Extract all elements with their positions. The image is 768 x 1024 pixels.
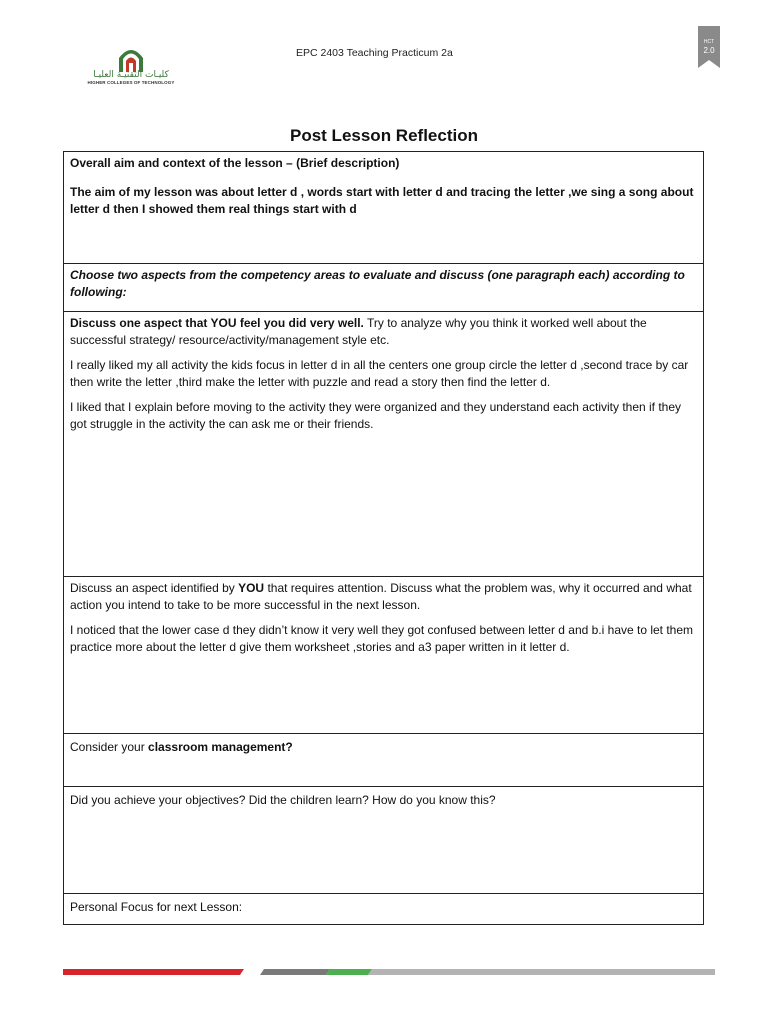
badge-bottom-text: 2.0 bbox=[703, 46, 715, 55]
attention-prompt-part-b: that requires attention bbox=[264, 581, 384, 595]
did-well-prompt bbox=[70, 315, 697, 349]
page-title: Post Lesson Reflection bbox=[290, 126, 478, 145]
did-well-answer-2: I liked that I explain before moving to the activity they were organized and they understand each activity then if they got struggle in the activity the can ask me or their friends. bbox=[70, 400, 682, 431]
objectives-prompt: Did you achieve your objectives? Did the children learn? How do you know this? bbox=[70, 793, 496, 807]
overall-aim-answer: The aim of my lesson was about letter d , words start with letter d and tracing the letter ,we sing a song about letter d then I showed them real things start with d bbox=[70, 185, 694, 216]
competency-instruction: Choose two aspects from the competency areas to evaluate and discuss (one paragraph each) according to following: bbox=[70, 268, 685, 299]
overall-aim-section bbox=[64, 152, 703, 263]
footer-green-bar bbox=[326, 969, 372, 975]
personal-focus-section bbox=[64, 893, 703, 924]
classroom-management-section bbox=[64, 733, 703, 786]
requires-attention-section bbox=[64, 576, 703, 733]
attention-prompt-you: YOU bbox=[238, 581, 265, 595]
footer-red-bar bbox=[63, 969, 244, 975]
college-emblem-icon bbox=[116, 46, 146, 72]
objectives-section bbox=[64, 786, 703, 893]
requires-attention-prompt bbox=[70, 580, 697, 614]
attention-prompt-part-a: Discuss an aspect identified by bbox=[70, 581, 239, 595]
did-well-prompt-bold: Discuss one aspect that YOU feel you did very well. bbox=[70, 316, 364, 330]
logo-english-text: HIGHER COLLEGES OF TECHNOLOGY bbox=[87, 80, 175, 85]
footer-dark-gray-bar bbox=[260, 969, 330, 975]
footer-light-gray-bar bbox=[368, 969, 715, 975]
competency-instruction-section bbox=[64, 263, 703, 311]
attention-prompt-part-c: . Discuss what the problem was, why it occurred and what action you intend to take to be more successful in the next lesson. bbox=[70, 581, 692, 612]
requires-attention-answer: I noticed that the lower case d they didn’t know it very well they got confused between letter d and b.i have to let them practice more about the letter d give them worksheet ,stories and a3 paper written in it letter d. bbox=[70, 623, 694, 654]
personal-focus-prompt: Personal Focus for next Lesson: bbox=[70, 900, 243, 914]
did-well-prompt-rest: Try to analyze why you think it worked well about the successful strategy/ resource/activity/management style etc. bbox=[70, 316, 647, 347]
classroom-prompt-part-b: classroom management? bbox=[148, 740, 293, 754]
classroom-prompt-part-a: Consider your bbox=[70, 740, 149, 754]
badge-top-text: HCT bbox=[703, 39, 715, 45]
overall-aim-heading: Overall aim and context of the lesson – (Brief description) bbox=[70, 156, 400, 170]
classroom-management-prompt bbox=[70, 739, 697, 756]
reflection-form bbox=[63, 151, 704, 925]
course-title: EPC 2403 Teaching Practicum 2a bbox=[296, 47, 453, 59]
logo-arabic-text: كليـات التقنيـة العليـا bbox=[93, 70, 169, 80]
did-well-section bbox=[64, 311, 703, 576]
footer-decorative-bars bbox=[0, 967, 768, 977]
hct-bookmark-badge-icon bbox=[698, 26, 720, 68]
hct-logo bbox=[84, 46, 178, 84]
did-well-answer-1: I really liked my all activity the kids focus in letter d in all the centers one group circle the letter d ,second trace by car then write the letter ,third make the letter with puzzle and read a story then find the letter d. bbox=[70, 358, 689, 389]
